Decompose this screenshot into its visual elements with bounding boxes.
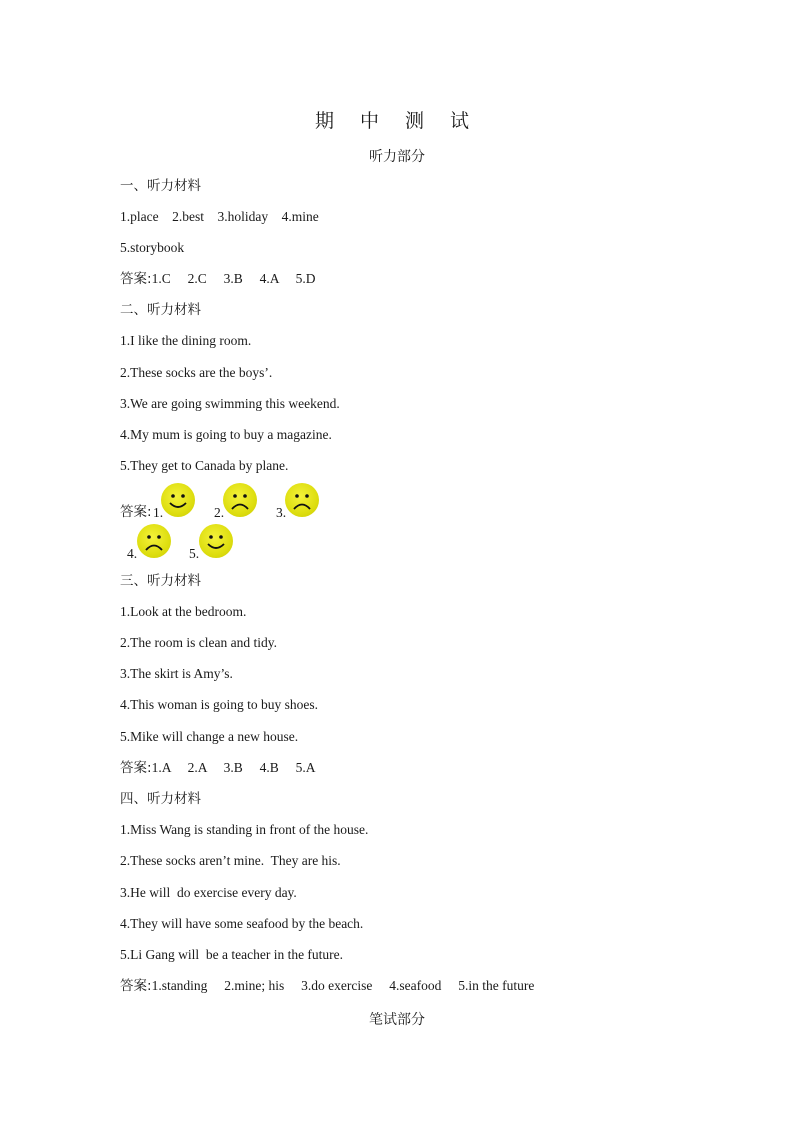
frown-icon — [223, 483, 257, 517]
section2-item-5: 5.They get to Canada by plane. — [120, 458, 289, 473]
section3-heading: 三、听力材料 — [120, 573, 201, 589]
section1-line1: 1.place 2.best 3.holiday 4.mine — [120, 209, 319, 224]
frown-icon — [137, 524, 171, 558]
section3-answer — [120, 760, 315, 776]
section4-item-1: 1.Miss Wang is standing in front of the house. — [120, 822, 369, 837]
section3-item-2: 2.The room is clean and tidy. — [120, 635, 277, 650]
section2-heading: 二、听力材料 — [120, 302, 201, 318]
smile-icon — [199, 524, 233, 558]
section2-item-3: 3.We are going swimming this weekend. — [120, 396, 340, 411]
section4-item-5: 5.Li Gang will be a teacher in the future. — [120, 947, 344, 962]
section2-item-1: 1.I like the dining room. — [120, 333, 252, 348]
section3-item-3: 3.The skirt is Amy’s. — [120, 666, 233, 681]
answer-text: 1.C 2.C 3.B 4.A 5.D — [151, 271, 316, 286]
face-marker-2: 2. — [214, 505, 225, 520]
smile-icon — [161, 483, 195, 517]
face-marker-4: 4. — [127, 546, 138, 561]
frown-icon — [285, 483, 319, 517]
section1-line2: 5.storybook — [120, 240, 185, 255]
answer-label: 答案: — [120, 271, 152, 287]
section3-item-1: 1.Look at the bedroom. — [120, 604, 247, 619]
face-marker-3: 3. — [276, 505, 287, 520]
section2-answer-label: 答案: — [120, 504, 152, 520]
section3-item-4: 4.This woman is going to buy shoes. — [120, 697, 318, 712]
listening-heading: 听力部分 — [369, 149, 425, 165]
page-title: 期 中 测 试 — [314, 110, 480, 132]
section4-item-4: 4.They will have some seafood by the beach. — [120, 916, 364, 931]
section2-item-4: 4.My mum is going to buy a magazine. — [120, 427, 332, 442]
section4-answer — [120, 978, 534, 994]
answer-text: 1.A 2.A 3.B 4.B 5.A — [151, 760, 316, 775]
face-marker-5: 5. — [189, 546, 200, 561]
section1-heading: 一、听力材料 — [120, 178, 201, 194]
section3-item-5: 5.Mike will change a new house. — [120, 729, 299, 744]
section1-answer — [120, 271, 315, 287]
section4-heading: 四、听力材料 — [120, 791, 201, 807]
answer-label: 答案: — [120, 760, 152, 776]
section4-item-2: 2.These socks aren’t mine. They are his. — [120, 853, 341, 868]
writing-heading: 笔试部分 — [369, 1012, 425, 1028]
answer-text: 1.standing 2.mine; his 3.do exercise 4.seafood 5.in the future — [151, 978, 535, 993]
section4-item-3: 3.He will do exercise every day. — [120, 885, 297, 900]
face-marker-1: 1. — [153, 505, 164, 520]
answer-label: 答案: — [120, 978, 152, 994]
section2-item-2: 2.These socks are the boys’. — [120, 365, 273, 380]
